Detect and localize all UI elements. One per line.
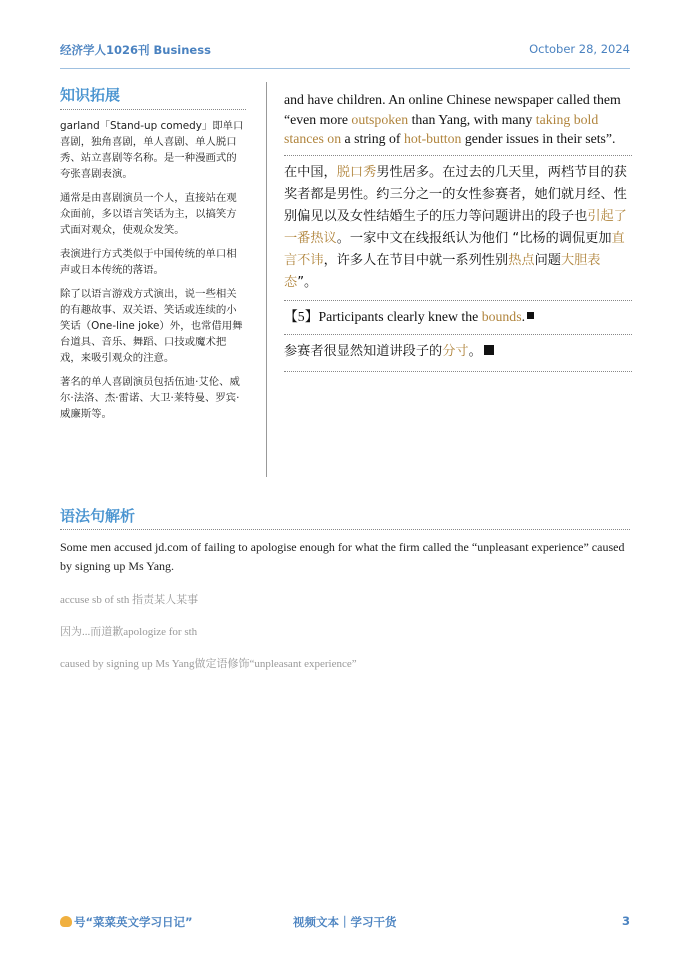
emoji-icon xyxy=(60,916,72,927)
main-column xyxy=(284,90,632,378)
page-number: 3 xyxy=(621,914,630,928)
vocab-highlight: hot-button xyxy=(403,131,462,146)
dotted-divider xyxy=(60,109,246,110)
text-run: a string of xyxy=(341,131,404,146)
sidebar-title: 知识拓展 xyxy=(60,86,121,104)
dotted-divider xyxy=(284,371,632,372)
sidebar-knowledge xyxy=(60,84,246,422)
column-divider xyxy=(266,82,267,477)
dotted-divider xyxy=(284,155,632,156)
text-run: gender issues in their sets”. xyxy=(461,131,616,146)
text-run: . xyxy=(521,308,526,324)
vocab-highlight: outspoken xyxy=(351,111,409,127)
vocab-highlight: 脱口秀 xyxy=(336,164,377,180)
vocab-highlight: 直言不讳 xyxy=(284,230,625,268)
english-paragraph xyxy=(284,90,632,149)
header-issue: 经济学人1026刊 Business xyxy=(60,43,211,57)
end-square-icon xyxy=(484,345,494,355)
sidebar-paragraph: 通常是由喜剧演员一个人，直接站在观众面前，多以语言笑话为主，以搞笑方式面对观众，使观众发笑。 xyxy=(60,192,237,236)
footer-tagline: 视频文本｜学习干货 xyxy=(293,915,397,929)
text-run: ”。 xyxy=(297,274,318,290)
footer-account xyxy=(60,914,193,930)
text-run: 参赛者很显然知道讲段子的 xyxy=(284,344,443,359)
dotted-divider xyxy=(284,334,632,335)
vocab-highlight: 热点 xyxy=(508,252,535,268)
sidebar-paragraph: garland「Stand-up comedy」即单口喜剧，独角喜剧，单人喜剧、单人脱口秀、站立喜剧等名称。是一种漫画式的夸张喜剧表演。 xyxy=(60,120,244,180)
text-run: 在中国， xyxy=(284,164,337,180)
grammar-section xyxy=(60,538,630,672)
text-run: ，许多人在节目中就一系列性别 xyxy=(323,252,509,268)
english-sentence-5 xyxy=(284,307,632,327)
text-run: 问题 xyxy=(534,252,561,268)
grammar-note: caused by signing up Ms Yang做定语修饰“unpleasant experience” xyxy=(60,658,357,670)
grammar-note: 因为...而道歉apologize for sth xyxy=(60,626,198,638)
footer-account-label: 号“菜菜英文学习日记” xyxy=(74,915,193,929)
grammar-sentence: Some men accused jd.com of failing to apologise enough for what the firm called the “unpleasant experience” caused by signing up Ms Yang. xyxy=(60,540,625,573)
end-square-icon xyxy=(527,312,534,319)
sidebar-paragraph: 表演进行方式类似于中国传统的单口相声或日本传统的落语。 xyxy=(60,248,237,276)
sidebar-paragraph: 著名的单人喜剧演员包括伍迪·艾伦、威尔·法洛、杰·雷诺、大卫·莱特曼、罗宾·威廉斯等。 xyxy=(60,376,240,420)
header-rule xyxy=(60,68,630,69)
vocab-highlight: 大胆表态 xyxy=(284,252,601,290)
grammar-title: 语法句解析 xyxy=(60,507,136,525)
vocab-highlight: 引起了一番热议 xyxy=(284,208,627,246)
chinese-paragraph xyxy=(284,162,632,294)
page-footer xyxy=(60,914,630,932)
text-run: 。一家中文在线报纸认为他们 “比杨的调侃更加 xyxy=(336,230,612,246)
vocab-highlight: taking bold stances on xyxy=(284,111,599,146)
dotted-divider xyxy=(284,300,632,301)
chinese-sentence-5 xyxy=(284,341,632,363)
dotted-divider xyxy=(60,529,630,530)
header-date: October 28, 2024 xyxy=(529,42,630,56)
vocab-highlight: 分寸 xyxy=(442,344,469,359)
text-run: 。 xyxy=(468,344,482,359)
text-run: than Yang, with many xyxy=(408,111,536,127)
sidebar-paragraph: 除了以语言游戏方式演出，说一些相关的有趣故事、双关语、笑话或连续的小笑话（One-line joke）外，也常借用舞台道具、音乐、舞蹈、口技或魔术把戏，来吸引观众的注意。 xyxy=(60,288,243,364)
grammar-note: accuse sb of sth 指责某人某事 xyxy=(60,594,199,606)
page-header xyxy=(60,42,630,62)
text-run: 男性居多。在过去的几天里，两档节目的获奖者都是男性。约三分之一的女性参赛者，她们就月经、性别偏见以及女性结婚生子的压力等问题讲出的段子也 xyxy=(284,164,627,224)
text-run: 【5】Participants clearly knew the xyxy=(284,308,482,324)
text-run: and have children. An online Chinese newspaper called them “even more xyxy=(284,92,621,127)
vocab-highlight: bounds xyxy=(481,308,522,324)
